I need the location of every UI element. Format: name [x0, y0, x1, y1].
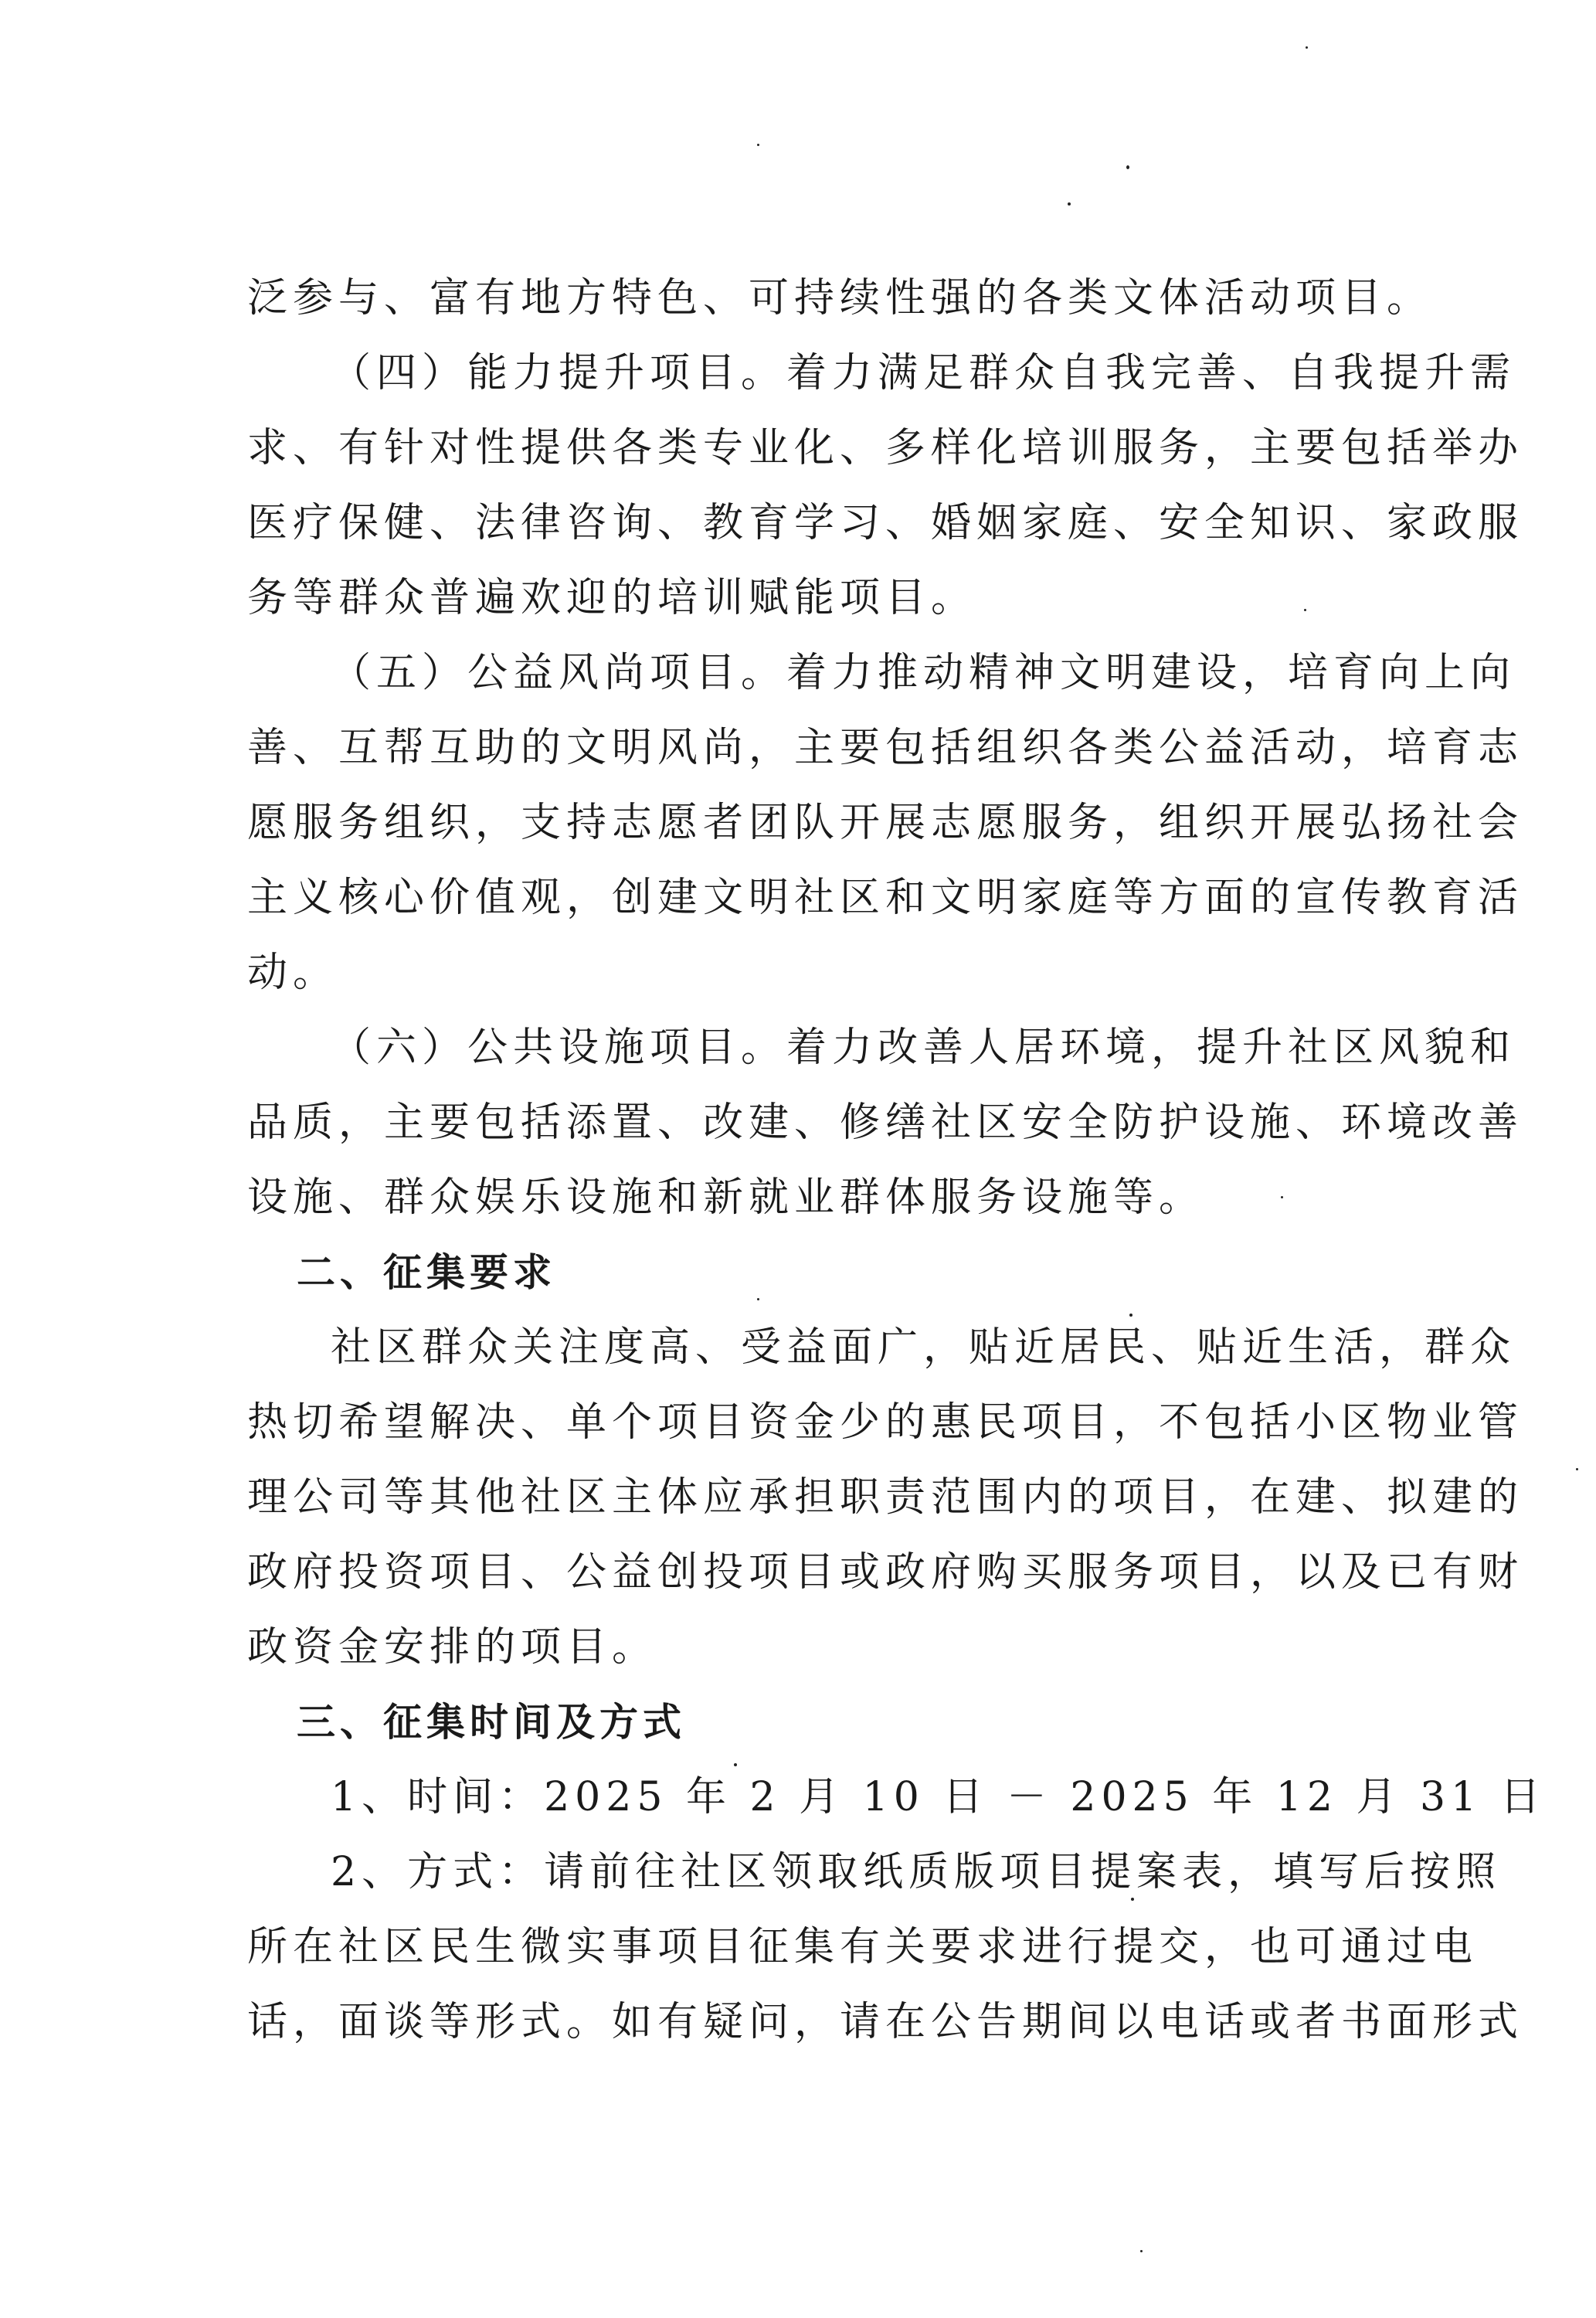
- scan-speck: [1126, 165, 1129, 169]
- scan-speck: [1306, 46, 1308, 49]
- scan-speck: [1304, 609, 1306, 611]
- scan-speck: [1129, 1314, 1132, 1317]
- scan-speck: [1140, 2250, 1143, 2252]
- scan-speck: [757, 144, 759, 146]
- text-line-7: 善、互帮互助的文明风尚，主要包括组织各类公益活动，培育志: [247, 725, 1524, 771]
- text-line-9: 主义核心价值观，创建文明社区和文明家庭等方面的宣传教育活: [247, 875, 1524, 921]
- scan-speck: [734, 1763, 737, 1766]
- document-body: [247, 261, 1546, 2060]
- text-line-19: 政资金安排的项目。: [247, 1624, 658, 1671]
- text-line-8: 愿服务组织，支持志愿者团队开展志愿服务，组织开展弘扬社会: [247, 800, 1524, 846]
- text-line-10: 动。: [247, 950, 339, 996]
- text-line-16: 热切希望解决、单个项目资金少的惠民项目，不包括小区物业管: [247, 1399, 1524, 1446]
- text-line-3: 求、有针对性提供各类专业化、多样化培训服务，主要包括举办: [247, 425, 1524, 471]
- scan-speck: [1068, 202, 1071, 206]
- text-line-4: 医疗保健、法律咨询、教育学习、婚姻家庭、安全知识、家政服: [247, 500, 1524, 546]
- scan-speck: [1131, 1898, 1134, 1901]
- text-line-15: 社区群众关注度高、受益面广，贴近居民、贴近生活，群众: [331, 1324, 1516, 1371]
- text-line-24: 话，面谈等形式。如有疑问，请在公告期间以电话或者书面形式: [247, 1999, 1524, 2045]
- text-line-2: （四）能力提升项目。着力满足群众自我完善、自我提升需: [331, 350, 1516, 396]
- text-line-23: 所在社区民生微实事项目征集有关要求进行提交，也可通过电: [247, 1924, 1479, 1970]
- text-line-12: 品质，主要包括添置、改建、修缮社区安全防护设施、环境改善: [247, 1100, 1524, 1146]
- text-line-11: （六）公共设施项目。着力改善人居环境，提升社区风貌和: [331, 1025, 1516, 1071]
- text-line-1: 泛参与、富有地方特色、可持续性强的各类文体活动项目。: [247, 275, 1433, 321]
- text-line-method: 2、方式：请前往社区领取纸质版项目提案表，填写后按照: [331, 1849, 1502, 1895]
- scan-speck: [757, 1298, 759, 1300]
- scan-speck: [1281, 1196, 1283, 1198]
- section-heading-time-method: 三、征集时间及方式: [297, 1700, 686, 1745]
- scan-speck: [1576, 1468, 1578, 1470]
- text-line-time: 1、时间：2025 年 2 月 10 日 － 2025 年 12 月 31 日: [331, 1774, 1546, 1820]
- section-heading-requirements: 二、征集要求: [297, 1250, 556, 1295]
- text-line-6: （五）公益风尚项目。着力推动精神文明建设，培育向上向: [331, 650, 1516, 696]
- text-line-13: 设施、群众娱乐设施和新就业群体服务设施等。: [247, 1174, 1205, 1221]
- text-line-18: 政府投资项目、公益创投项目或政府购买服务项目，以及已有财: [247, 1549, 1524, 1596]
- text-line-5: 务等群众普遍欢迎的培训赋能项目。: [247, 575, 977, 621]
- text-line-17: 理公司等其他社区主体应承担职责范围内的项目，在建、拟建的: [247, 1474, 1524, 1521]
